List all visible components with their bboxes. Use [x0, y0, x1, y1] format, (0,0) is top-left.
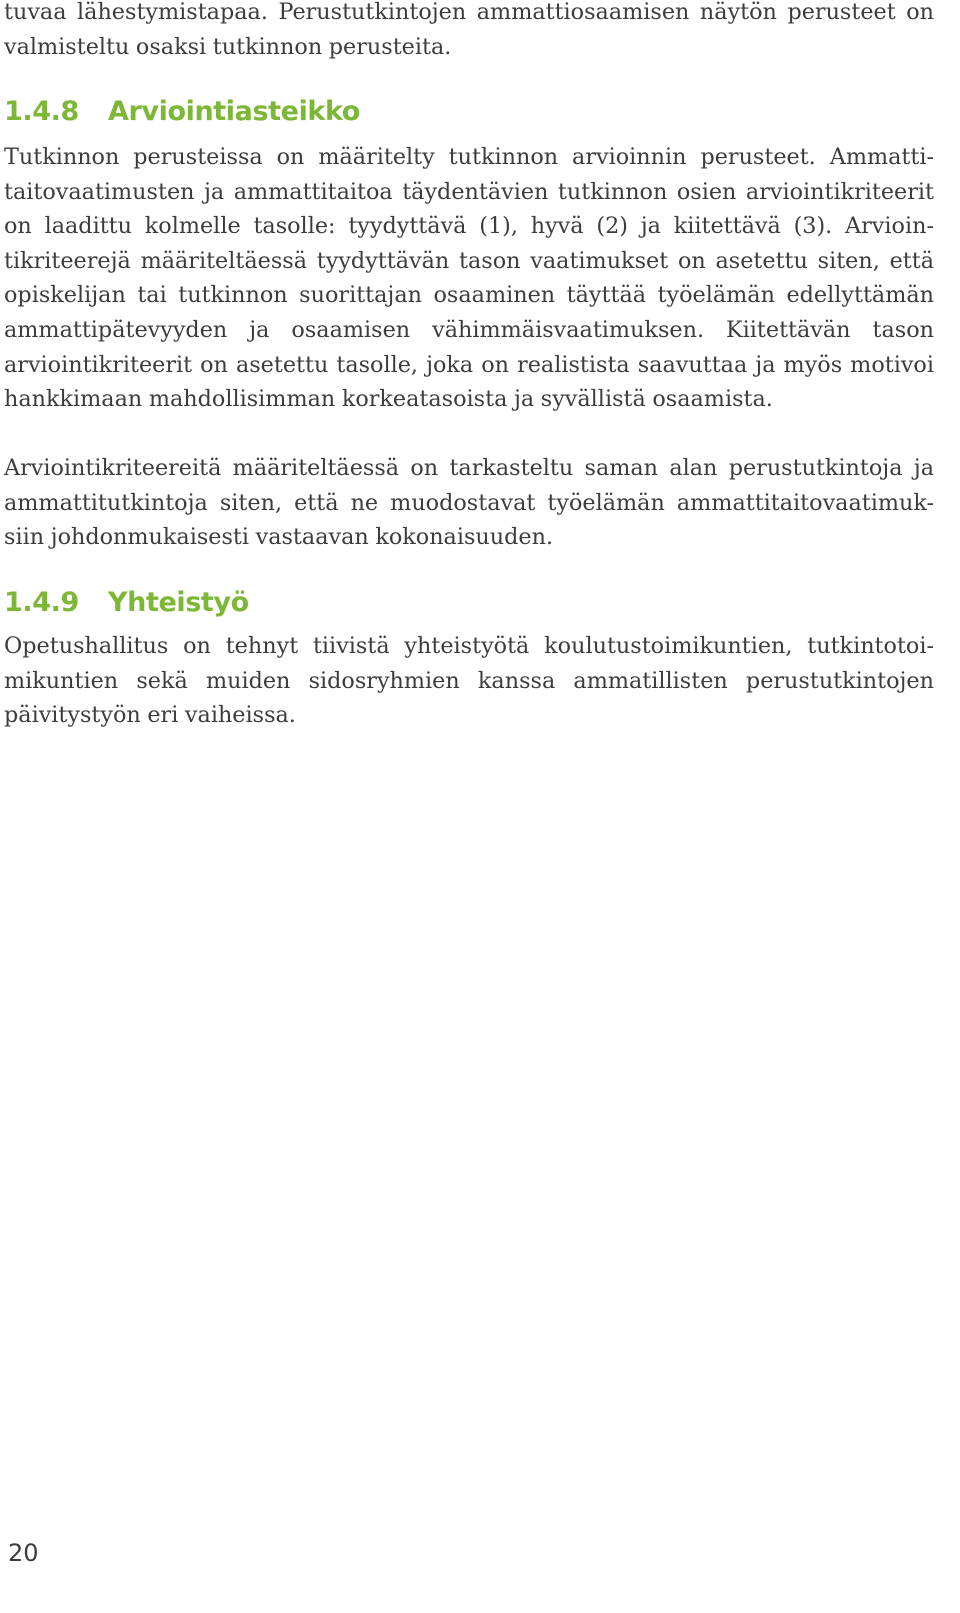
text-line: on laadittu kolmelle tasolle: tyydyttävä (1), hyvä (2) ja kiitettävä (3). Arvioin- — [4, 213, 934, 240]
text-line: ammattipätevyyden ja osaamisen vähimmäisvaatimuksen. Kiitettävän tason — [4, 316, 934, 343]
section-title: Arviointiasteikko — [108, 96, 360, 127]
yhteistyo-paragraph-1 — [4, 629, 934, 733]
text-line: tikriteerejä määriteltäessä tyydyttävän tason vaatimukset on asetettu siten, että — [4, 247, 934, 274]
text-line: arviointikriteerit on asetettu tasolle, joka on realistista saavuttaa ja myös motivoi — [4, 351, 934, 378]
text-line: mikuntien sekä muiden sidosryhmien kanssa ammatillisten perustutkintojen — [4, 667, 934, 694]
section-heading-1-4-8 — [4, 95, 360, 129]
text-line: siin johdonmukaisesti vastaavan kokonaisuuden. — [4, 524, 554, 551]
arviointiasteikko-paragraph-2 — [4, 451, 934, 555]
text-line: päivitystyön eri vaiheissa. — [4, 702, 296, 729]
section-title: Yhteistyö — [108, 587, 249, 618]
text-line: valmisteltu osaksi tutkinnon perusteita. — [4, 33, 452, 60]
section-number: 1.4.9 — [4, 587, 79, 618]
intro-paragraph — [4, 0, 934, 64]
text-line: hankkimaan mahdollisimman korkeatasoista ja syvällistä osaamista. — [4, 386, 773, 413]
text-line: tuvaa lähestymistapaa. Perustutkintojen ammattiosaamisen näytön perusteet on — [4, 0, 934, 25]
page-number: 20 — [8, 1539, 39, 1567]
text-line: opiskelijan tai tutkinnon suorittajan osaaminen täyttää työelämän edellyttämän — [4, 282, 934, 309]
text-line: ammattitutkintoja siten, että ne muodostavat työelämän ammattitaitovaatimuk- — [4, 489, 934, 516]
arviointiasteikko-paragraph-1 — [4, 140, 934, 417]
text-line: Tutkinnon perusteissa on määritelty tutkinnon arvioinnin perusteet. Ammatti- — [4, 144, 934, 170]
section-number: 1.4.8 — [4, 96, 79, 127]
section-heading-1-4-9 — [4, 586, 249, 620]
text-line: Arviointikriteereitä määriteltäessä on tarkasteltu saman alan perustutkintoja ja — [4, 455, 934, 481]
text-line: taitovaatimusten ja ammattitaitoa täydentävien tutkinnon osien arviointikriteerit — [4, 178, 934, 205]
text-line: Opetushallitus on tehnyt tiivistä yhteistyötä koulutustoimikuntien, tutkintotoi- — [4, 633, 934, 659]
